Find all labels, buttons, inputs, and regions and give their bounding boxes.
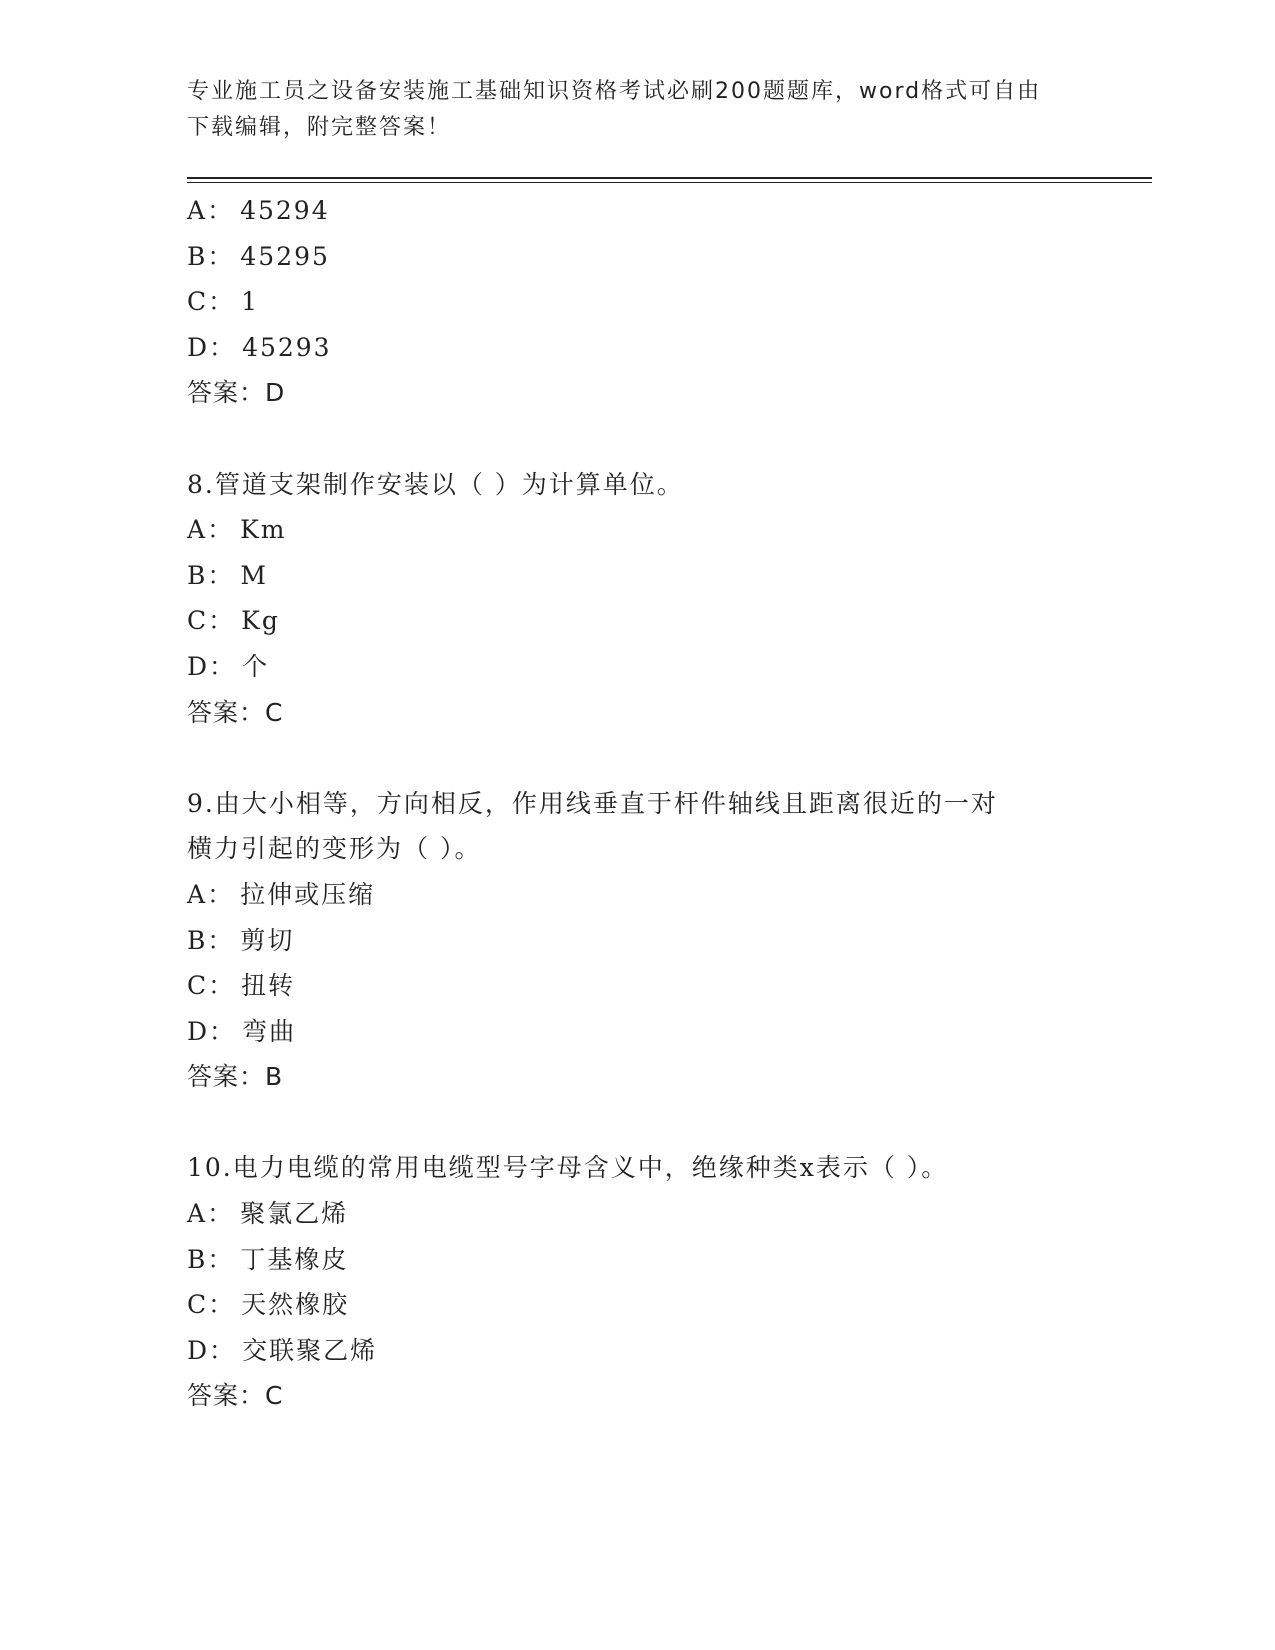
question-10 (187, 1145, 1067, 1419)
question-8 (187, 462, 1067, 736)
header-title-line2: 下载编辑，附完整答案！ (187, 115, 452, 140)
answer-line: 答案：C (187, 697, 284, 727)
header-divider-thin (187, 182, 1152, 183)
option-c: C： 扭转 (187, 971, 296, 1001)
option-a: A： Km (187, 515, 287, 545)
spacer (187, 1100, 1067, 1146)
question-9 (187, 781, 1067, 1100)
option-b: B： 丁基橡皮 (187, 1244, 349, 1274)
question-list (187, 188, 1067, 1419)
option-d: D： 弯曲 (187, 1016, 297, 1046)
spacer (187, 735, 1067, 781)
option-c: C： 1 (187, 287, 260, 317)
answer-line: 答案：D (187, 378, 286, 408)
option-a: A： 45294 (187, 196, 330, 225)
header-divider-thick (187, 177, 1152, 179)
answer-line: 答案：C (187, 1381, 284, 1411)
option-c: C： Kg (187, 606, 280, 636)
answer-line: 答案：B (187, 1062, 284, 1092)
question-stem-line1: 9.由大小相等，方向相反，作用线垂直于杆件轴线且距离很近的一对 (187, 788, 998, 818)
header-title-line1: 专业施工员之设备安装施工基础知识资格考试必刷200题题库，word格式可自由 (187, 79, 1042, 104)
option-d: D： 45293 (187, 332, 332, 362)
option-d: D： 交联聚乙烯 (187, 1335, 378, 1365)
option-d: D： 个 (187, 651, 270, 681)
option-c: C： 天然橡胶 (187, 1290, 350, 1320)
question-stem-line2: 横力引起的变形为（ ）。 (187, 834, 482, 864)
option-b: B： 45295 (187, 241, 330, 271)
question-7 (187, 188, 1067, 416)
question-stem: 8.管道支架制作安装以（ ）为计算单位。 (187, 469, 684, 499)
option-a: A： 拉伸或压缩 (187, 879, 376, 909)
option-b: B： 剪切 (187, 925, 295, 955)
question-stem: 10.电力电缆的常用电缆型号字母含义中，绝缘种类x表示（ ）。 (187, 1153, 949, 1183)
option-a: A： 聚氯乙烯 (187, 1199, 349, 1229)
spacer (187, 416, 1067, 462)
document-header (187, 74, 1067, 146)
option-b: B： M (187, 560, 268, 590)
